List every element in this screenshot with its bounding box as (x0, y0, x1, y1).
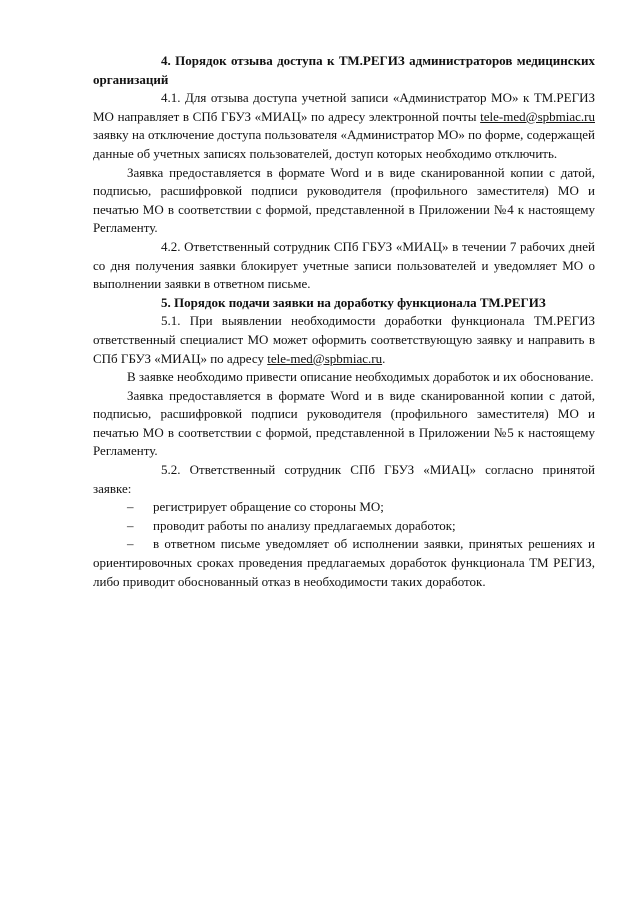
section-5-heading (93, 294, 595, 313)
paragraph-5-1-description: В заявке необходимо привести описание необходимых доработок и их обоснование. (127, 369, 594, 385)
section-4-number: 4. (161, 53, 171, 68)
list-item-text: регистрирует обращение со стороны МО; (153, 499, 384, 515)
paragraph-4-1-text-b: заявку на отключение доступа пользователя «Администратор МО» по форме, содержащей данные об учетных записях пользователей, доступ которых необходимо отключить. (93, 127, 595, 161)
paragraph-4-1-number: 4.1. (161, 90, 181, 106)
dash-bullet: – (127, 536, 134, 552)
paragraph-5-1-number: 5.1. (161, 313, 181, 329)
paragraph-4-2-number: 4.2. (161, 238, 181, 254)
list-item (93, 498, 595, 517)
paragraph-5-1-text-a: При выявлении необходимости доработки функционала ТМ.РЕГИЗ ответственный специалист МО может оформить соответствующую заявку и направить в СПб ГБУЗ «МИАЦ» по адресу (93, 313, 595, 366)
paragraph-4-2 (93, 238, 595, 294)
dash-bullet: – (127, 517, 134, 533)
paragraph-4-1-format: Заявка предоставляется в формате Word и в виде сканированной копии с датой, подписью, расшифровкой подписи руководителя (профильного заместителя) МО и печатью МО в соответствии с формой, представленной в Приложении №4 к настоящему Регламенту. (93, 164, 595, 236)
list-item-text: проводит работы по анализу предлагаемых доработок; (153, 517, 456, 533)
section-4-title: Порядок отзыва доступа к ТМ.РЕГИЗ администраторов медицинских организаций (93, 53, 595, 87)
paragraph-5-1 (93, 312, 595, 368)
email-link[interactable]: tele-med@spbmiac.ru (480, 108, 595, 124)
section-5-number: 5. (161, 294, 171, 310)
document-body (93, 52, 595, 591)
paragraph-5-2-text: Ответственный сотрудник СПб ГБУЗ «МИАЦ» согласно принятой заявке: (93, 462, 595, 496)
paragraph-4-1 (93, 89, 595, 163)
paragraph-5-1-format: Заявка предоставляется в формате Word и в виде сканированной копии с датой, подписью, расшифровкой подписи руководителя (профильного заместителя) МО и печатью МО в соответствии с формой, представленной в Приложении №5 к настоящему Регламенту. (93, 387, 595, 459)
paragraph-5-1-text-b: . (382, 350, 386, 366)
email-link-2[interactable]: tele-med@spbmiac.ru (267, 350, 383, 366)
paragraph-4-2-text: Ответственный сотрудник СПб ГБУЗ «МИАЦ» в течении 7 рабочих дней со дня получения заявки блокирует учетные записи пользователей и уведомляет МО о выполнении заявки в ответном письме. (93, 238, 595, 292)
paragraph-4-1-text-a: Для отзыва доступа учетной записи «Администратор МО» к ТМ.РЕГИЗ МО направляет в СПб ГБУЗ «МИАЦ» по адресу электронной почты (93, 90, 596, 124)
section-4-heading (93, 52, 595, 89)
section-5-title: Порядок подачи заявки на доработку функционала ТМ.РЕГИЗ (174, 294, 546, 310)
list-item (93, 535, 595, 591)
list-item (93, 517, 595, 536)
paragraph-5-2-number: 5.2. (161, 462, 181, 478)
paragraph-5-2 (93, 461, 595, 498)
list-item-text: в ответном письме уведомляет об исполнении заявки, принятых решениях и ориентировочных сроках проведения предлагаемых доработок функционала ТМ РЕГИЗ, либо приводит обоснованный отказ в необходимости таких доработок. (93, 536, 595, 589)
dash-bullet: – (127, 499, 134, 515)
